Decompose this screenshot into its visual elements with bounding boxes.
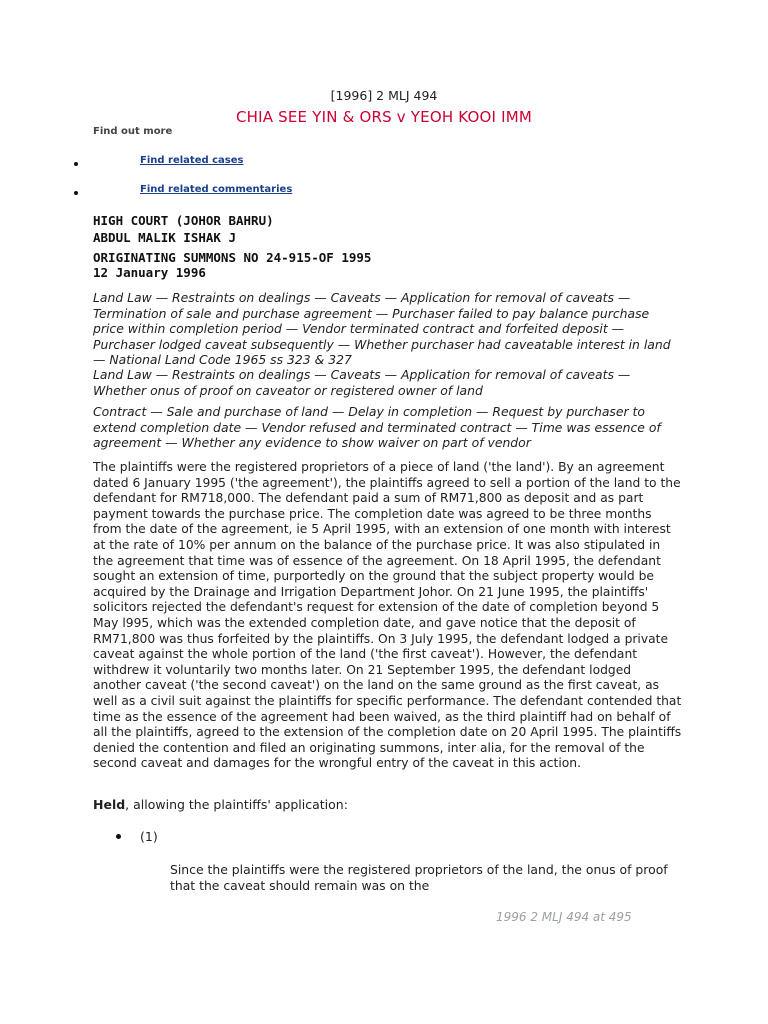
case-title: CHIA SEE YIN & ORS v YEOH KOOI IMM	[235, 108, 533, 126]
find-related-commentaries-link[interactable]: Find related commentaries	[140, 184, 293, 195]
catchword-2: Land Law — Restraints on dealings — Caveats — Application for removal of caveats — Whether onus of proof on caveator or registered owner of land	[93, 367, 631, 398]
held-text: , allowing the plaintiffs' application:	[125, 797, 348, 812]
held-label: Held	[93, 797, 126, 812]
bullet-icon	[74, 162, 78, 166]
court-name: HIGH COURT (JOHOR BAHRU)	[93, 213, 274, 228]
case-summary: The plaintiffs were the registered proprietors of a piece of land ('the land'). By an agreement dated 6 January 1995 ('the agreement'), the plaintiffs agreed to sell a portion of the land to the defendant for RM718,000. The defendant paid a sum of RM71,800 as deposit and as part payment towards the purchase price. The completion date was agreed to be three months from the date of the agreement, ie 5 April 1995, with an extension of one month with interest at the rate of 10% per annum on the balance of the purchase price. It was also stipulated in the agreement that time was of essence of the agreement. On 18 April 1995, the defendant sought an extension of time, purportedly on the ground that the subject property would be acquired by the Drainage and Irrigation Department Johor. On 21 June 1995, the plaintiffs' solicitors rejected the defendant's request for extension of the date of completion beyond 5 May l995, which was the extended completion date, and gave notice that the deposit of RM71,800 was thus forfeited by the plaintiffs. On 3 July 1995, the defendant lodged a private caveat against the whole portion of the land ('the first caveat'). However, the defendant withdrew it voluntarily two months later. On 21 September 1995, the defendant lodged another caveat ('the second caveat') on the land on the same ground as the first caveat, as well as a civil suit against the plaintiffs for specific performance. The defendant contended that time as the essence of the agreement had been waived, as the third plaintiff had on behalf of all the plaintiffs, agreed to the extension of the completion date on 20 April 1995. The plaintiffs denied the contention and filed an originating summons, inter alia, for the removal of the second caveat and damages for the wrongful entry of the caveat in this action.	[93, 460, 682, 771]
find-out-more-label: Find out more	[93, 126, 173, 137]
summons-number: ORIGINATING SUMMONS NO 24-915-OF 1995	[93, 250, 372, 265]
judge-name: ABDUL MALIK ISHAK J	[93, 230, 236, 245]
related-cases-item	[0, 155, 768, 175]
find-related-cases-link[interactable]: Find related cases	[140, 155, 244, 166]
summons-info	[93, 250, 371, 280]
point-text: Since the plaintiffs were the registered proprietors of the land, the onus of proof that the caveat should remain was on the	[170, 862, 668, 893]
catchword-1: Land Law — Restraints on dealings — Caveats — Application for removal of caveats — Termination of sale and purchase agreement — Purchaser failed to pay balance purchase price within completion period — Vendor terminated contract and forfeited deposit — Purchaser lodged caveat subsequently — Whether purchaser had caveatable interest in land — National Land Code 1965 ss 323 & 327	[93, 290, 671, 367]
page-reference: 1996 2 MLJ 494 at 495	[496, 910, 632, 924]
bullet-icon	[74, 191, 78, 195]
catchword-3: Contract — Sale and purchase of land — Delay in completion — Request by purchaser to extend completion date — Vendor refused and terminated contract — Time was essence of agreement — Whether any evidence to show waiver on part of vendor	[93, 404, 661, 450]
decision-date: 12 January 1996	[93, 265, 206, 280]
held-heading	[93, 797, 348, 812]
related-commentaries-item	[0, 184, 768, 204]
citation: [1996] 2 MLJ 494	[330, 88, 438, 103]
court-info	[93, 212, 274, 246]
point-number: (1)	[140, 829, 158, 844]
bullet-icon	[116, 834, 121, 839]
